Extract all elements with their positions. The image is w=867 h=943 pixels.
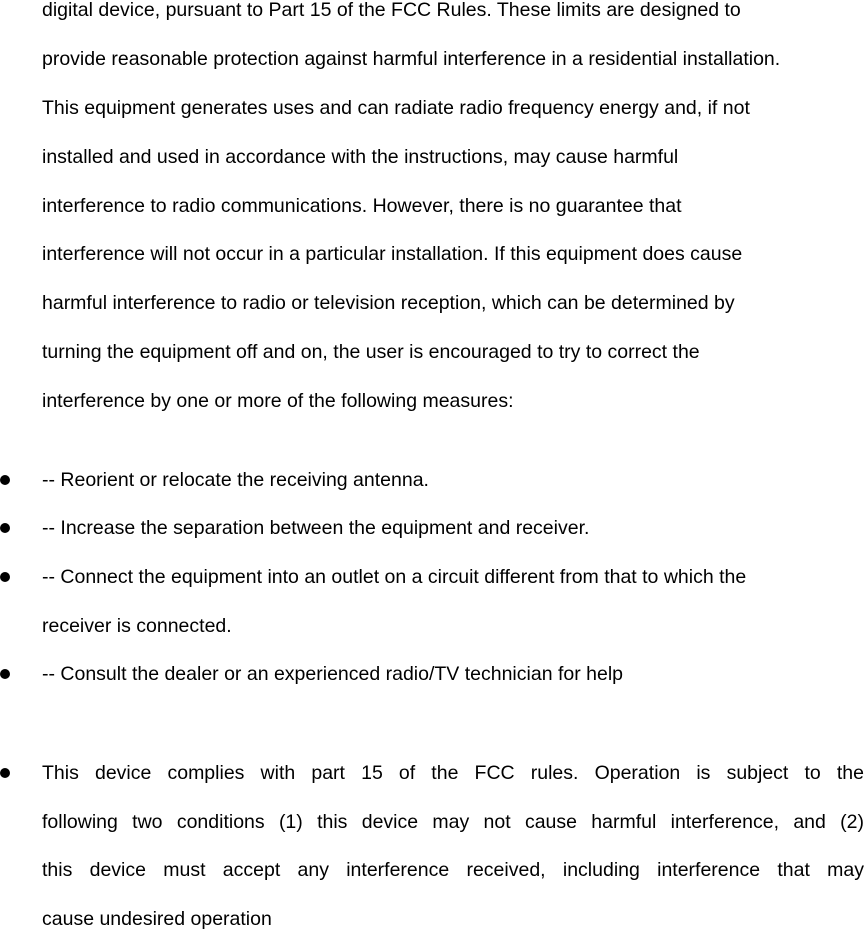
intro-line: digital device, pursuant to Part 15 of the FCC Rules. These limits are designed to bbox=[42, 0, 867, 35]
intro-line: turning the equipment off and on, the user is encouraged to try to correct the bbox=[42, 328, 867, 377]
measure-text: receiver is connected. bbox=[42, 602, 864, 651]
bullet-dot-icon bbox=[0, 475, 10, 485]
intro-line: This equipment generates uses and can radiate radio frequency energy and, if not bbox=[42, 84, 867, 133]
intro-line: installed and used in accordance with the instructions, may cause harmful bbox=[42, 133, 867, 182]
bullet-dot-icon bbox=[0, 669, 10, 679]
measure-text: -- Consult the dealer or an experienced radio/TV technician for help bbox=[42, 650, 864, 699]
intro-paragraph bbox=[42, 0, 867, 426]
measure-text: -- Increase the separation between the equipment and receiver. bbox=[42, 504, 864, 553]
intro-line: interference by one or more of the following measures: bbox=[42, 377, 867, 426]
compliance-text: this device must accept any interference received, including interference that may bbox=[42, 846, 864, 895]
intro-line: provide reasonable protection against harmful interference in a residential installation. bbox=[42, 35, 867, 84]
bullet-dot-icon bbox=[0, 768, 10, 778]
compliance-text: following two conditions (1) this device may not cause harmful interference, and (2) bbox=[42, 798, 864, 847]
measure-text: -- Reorient or relocate the receiving antenna. bbox=[42, 456, 864, 505]
bullet-dot-icon bbox=[0, 523, 10, 533]
intro-line: interference will not occur in a particular installation. If this equipment does cause bbox=[42, 230, 867, 279]
bullet-dot-icon bbox=[0, 572, 10, 582]
measure-text: -- Connect the equipment into an outlet on a circuit different from that to which the bbox=[42, 553, 864, 602]
intro-line: interference to radio communications. However, there is no guarantee that bbox=[42, 182, 867, 231]
compliance-text: cause undesired operation bbox=[42, 895, 864, 943]
compliance-text: This device complies with part 15 of the FCC rules. Operation is subject to the bbox=[42, 749, 864, 798]
intro-line: harmful interference to radio or television reception, which can be determined by bbox=[42, 279, 867, 328]
